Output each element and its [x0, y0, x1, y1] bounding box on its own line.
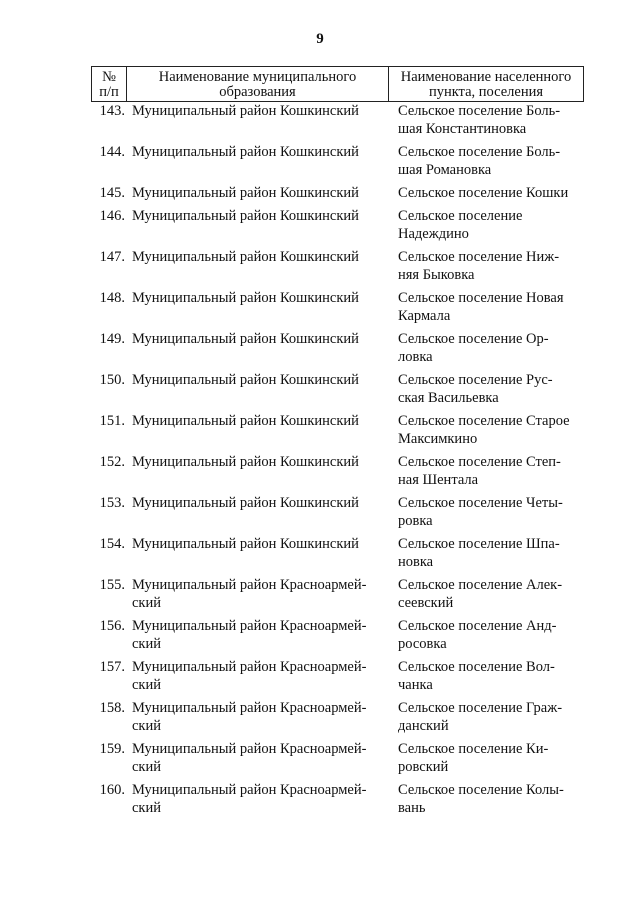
row-municipality: Муниципальный район Красноармей- ский — [132, 577, 367, 611]
table-row — [91, 184, 582, 207]
row-municipality: Муниципальный район Красноармей- ский — [132, 700, 367, 734]
row-number: 150. — [99, 372, 125, 388]
row-municipality: Муниципальный район Кошкинский — [132, 495, 359, 511]
table-row — [91, 371, 582, 412]
row-municipality: Муниципальный район Красноармей- ский — [132, 618, 367, 652]
row-settlement: Сельское поселение Анд- росовка — [398, 618, 557, 652]
row-municipality: Муниципальный район Красноармей- ский — [132, 782, 367, 816]
row-municipality: Муниципальный район Кошкинский — [132, 413, 359, 429]
row-settlement: Сельское поселение Колы- вань — [398, 782, 564, 816]
header-number-label: № п/п — [99, 68, 119, 100]
row-municipality: Муниципальный район Красноармей- ский — [132, 659, 367, 693]
row-number: 146. — [99, 208, 125, 224]
table-row — [91, 617, 582, 658]
row-municipality: Муниципальный район Кошкинский — [132, 208, 359, 224]
header-settlement-label: Наименование населенного пункта, поселения — [400, 68, 572, 100]
table-row — [91, 289, 582, 330]
row-settlement: Сельское поселение Рус- ская Васильевка — [398, 372, 553, 406]
row-settlement: Сельское поселение Кошки — [398, 185, 569, 201]
table-row — [91, 576, 582, 617]
row-number: 152. — [99, 454, 125, 470]
row-municipality: Муниципальный район Кошкинский — [132, 536, 359, 552]
header-municipality — [126, 67, 388, 101]
table-row — [91, 740, 582, 781]
row-municipality: Муниципальный район Красноармей- ский — [132, 741, 367, 775]
row-number: 155. — [99, 577, 125, 593]
page-number: 9 — [316, 31, 324, 47]
row-settlement: Сельское поселение Ки- ровский — [398, 741, 549, 775]
table-row — [91, 658, 582, 699]
row-settlement: Сельское поселение Ор- ловка — [398, 331, 549, 365]
row-number: 153. — [99, 495, 125, 511]
row-municipality: Муниципальный район Кошкинский — [132, 290, 359, 306]
table-row — [91, 535, 582, 576]
row-municipality: Муниципальный район Кошкинский — [132, 331, 359, 347]
row-settlement: Сельское поселение Ниж- няя Быковка — [398, 249, 560, 283]
table-row — [91, 207, 582, 248]
table-row — [91, 453, 582, 494]
table-header — [91, 66, 584, 102]
header-number — [92, 67, 126, 101]
row-settlement: Сельское поселение Надеждино — [398, 208, 523, 242]
row-number: 159. — [99, 741, 125, 757]
table-row — [91, 330, 582, 371]
row-municipality: Муниципальный район Кошкинский — [132, 454, 359, 470]
row-settlement: Сельское поселение Боль- шая Константиновка — [398, 103, 561, 137]
header-settlement — [388, 67, 583, 101]
row-number: 158. — [99, 700, 125, 716]
row-number: 147. — [99, 249, 125, 265]
header-municipality-label: Наименование муниципального образования — [158, 68, 357, 100]
row-number: 151. — [99, 413, 125, 429]
table-row — [91, 248, 582, 289]
row-settlement: Сельское поселение Алек- сеевский — [398, 577, 563, 611]
table-row — [91, 699, 582, 740]
row-municipality: Муниципальный район Кошкинский — [132, 185, 359, 201]
row-number: 148. — [99, 290, 125, 306]
row-number: 160. — [99, 782, 125, 798]
row-number: 143. — [99, 103, 125, 119]
row-settlement: Сельское поселение Степ- ная Шентала — [398, 454, 561, 488]
table-row — [91, 143, 582, 184]
row-settlement: Сельское поселение Старое Максимкино — [398, 413, 570, 447]
row-number: 144. — [99, 144, 125, 160]
row-municipality: Муниципальный район Кошкинский — [132, 144, 359, 160]
table-row — [91, 412, 582, 453]
row-settlement: Сельское поселение Шпа- новка — [398, 536, 560, 570]
table-body — [91, 102, 582, 822]
table-row — [91, 102, 582, 143]
row-number: 156. — [99, 618, 125, 634]
row-settlement: Сельское поселение Новая Кармала — [398, 290, 564, 324]
table-row — [91, 781, 582, 822]
row-municipality: Муниципальный район Кошкинский — [132, 249, 359, 265]
row-settlement: Сельское поселение Боль- шая Романовка — [398, 144, 561, 178]
row-number: 154. — [99, 536, 125, 552]
row-number: 145. — [99, 185, 125, 201]
row-settlement: Сельское поселение Вол- чанка — [398, 659, 555, 693]
row-number: 157. — [99, 659, 125, 675]
row-settlement: Сельское поселение Граж- данский — [398, 700, 563, 734]
table-row — [91, 494, 582, 535]
row-municipality: Муниципальный район Кошкинский — [132, 103, 359, 119]
row-municipality: Муниципальный район Кошкинский — [132, 372, 359, 388]
row-number: 149. — [99, 331, 125, 347]
row-settlement: Сельское поселение Четы- ровка — [398, 495, 563, 529]
